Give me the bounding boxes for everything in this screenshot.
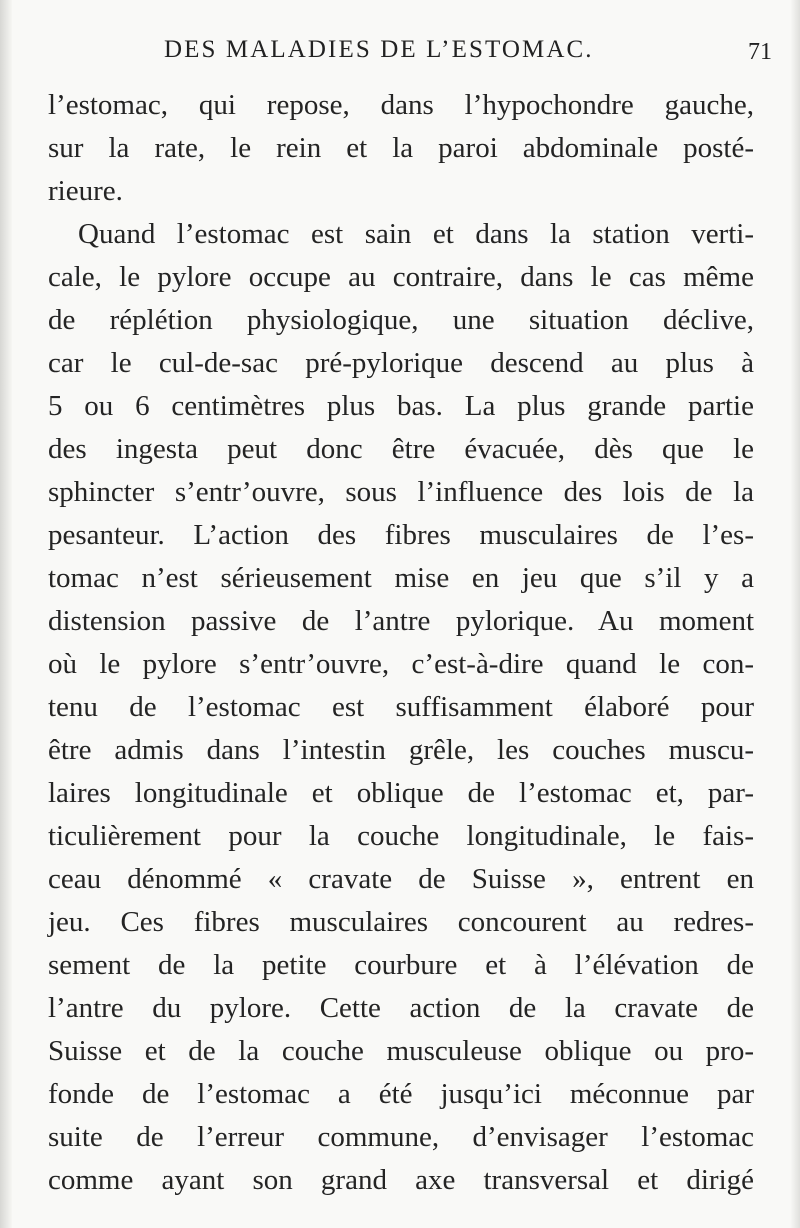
text-line: sement de la petite courbure et à l’élévation de — [48, 949, 754, 981]
text-line: suite de l’erreur commune, d’envisager l’estomac — [48, 1121, 754, 1153]
text-line: comme ayant son grand axe transversal et dirigé — [48, 1164, 754, 1196]
text-line: rieure. — [48, 175, 123, 207]
text-line: sur la rate, le rein et la paroi abdominale posté- — [48, 132, 754, 164]
text-line: sphincter s’entr’ouvre, sous l’influence des lois de la — [48, 476, 754, 508]
text-line: où le pylore s’entr’ouvre, c’est-à-dire quand le con- — [48, 648, 754, 680]
text-line: Quand l’estomac est sain et dans la station verti- — [78, 218, 754, 250]
text-line: tomac n’est sérieusement mise en jeu que s’il y a — [48, 562, 754, 594]
text-line: 5 ou 6 centimètres plus bas. La plus grande partie — [48, 390, 754, 422]
text-line: car le cul-de-sac pré-pylorique descend au plus à — [48, 347, 754, 379]
page-edge-shadow-right — [790, 0, 800, 1228]
text-line: ceau dénommé « cravate de Suisse », entrent en — [48, 863, 754, 895]
text-line: laires longitudinale et oblique de l’estomac et, par- — [48, 777, 754, 809]
text-line: distension passive de l’antre pylorique. Au moment — [48, 605, 754, 637]
text-line: pesanteur. L’action des fibres musculaires de l’es- — [48, 519, 754, 551]
page-number: 71 — [748, 39, 772, 65]
text-line: Suisse et de la couche musculeuse oblique ou pro- — [48, 1035, 754, 1067]
page-header — [48, 36, 772, 70]
text-line: tenu de l’estomac est suffisamment élaboré pour — [48, 691, 754, 723]
text-line: jeu. Ces fibres musculaires concourent au redres- — [48, 906, 754, 938]
text-line: cale, le pylore occupe au contraire, dans le cas même — [48, 261, 754, 293]
body-text — [48, 84, 754, 1202]
text-line: l’antre du pylore. Cette action de la cravate de — [48, 992, 754, 1024]
running-title: DES MALADIES DE L’ESTOMAC. — [164, 36, 594, 63]
page-edge-shadow-left — [0, 0, 12, 1228]
text-line: fonde de l’estomac a été jusqu’ici méconnue par — [48, 1078, 754, 1110]
text-line: ticulièrement pour la couche longitudinale, le fais- — [48, 820, 754, 852]
text-line: de réplétion physiologique, une situation déclive, — [48, 304, 754, 336]
text-line: être admis dans l’intestin grêle, les couches muscu- — [48, 734, 754, 766]
text-line: des ingesta peut donc être évacuée, dès que le — [48, 433, 754, 465]
text-line: l’estomac, qui repose, dans l’hypochondre gauche, — [48, 89, 754, 121]
